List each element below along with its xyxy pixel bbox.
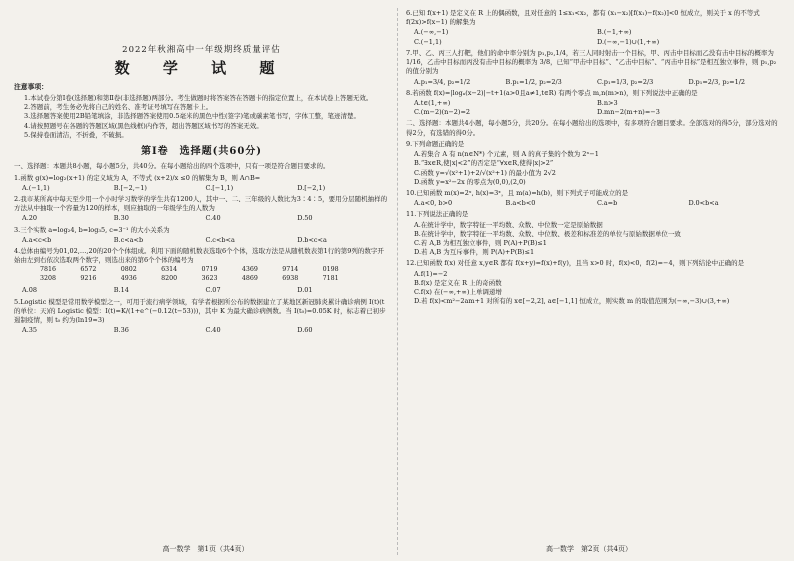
option-d: D.01: [297, 286, 313, 295]
question-1-options: [14, 184, 389, 193]
question-12-options: [406, 270, 780, 307]
question-5: 5.Logistic 模型是常用数学模型之一，可用于流行病学领域，有学者根据所公布的数据建立了某地区新冠肺炎累计确诊病例 I(t)(t 的单位：天)的 Logistic 模型：I(t)=K/(1+e^(−0.12(t−53)))，其中 K 为最大确诊病例数。当 I(t₀)=0.05K 时，标志着已初步遏制疫情，则 t₀ 约为(ln19≈3): [14, 297, 386, 324]
section-2-intro: 二、选择题：本题共4小题，每小题5分，共20分。在每小题给出的选项中，有多项符合题目要求。全部选对的得5分，部分选对的得2分，有选错的得0分。: [406, 119, 778, 137]
option-a: A.p₁=3/4, p₂=1/2: [414, 77, 471, 86]
question-4: 4.总体由编号为01,02,…,20的20个个体组成。利用下面的随机数表选取6个个体，选取方法是从随机数表第1行的第9列的数字开始由左到右依次选取两个数字，则选出来的第6个个体的编号为: [14, 247, 384, 265]
option-b: B.p₁=1/2, p₂=2/3: [505, 77, 562, 86]
question-7: 7.甲、乙、丙三人打靶，他们的命中率分别为 p₁,p₂,1/4，若三人同时射击一个目标，甲、丙击中目标而乙没有击中目标的概率为 1/16，乙击中目标而丙没有击中目标的概率为 3/8，已知“甲击中目标”、“乙击中目标”、“丙击中目标”是相互独立事件，则 p₁,p₂ 的值分别为: [406, 48, 777, 76]
option-c: C.p₁=1/3, p₂=2/3: [597, 77, 654, 86]
option-a: A.35: [22, 326, 38, 335]
question-12: 12.已知函数 f(x) 对任意 x,y∈R 都有 f(x+y)=f(x)+f(y)，且当 x>0 时，f(x)<0，f(2)=−4，则下列结论中正确的是: [406, 259, 745, 268]
question-5-options: [14, 326, 389, 335]
question-3-options: [14, 236, 389, 245]
question-4-options: [14, 286, 389, 295]
question-11: 11.下列说法正确的是: [406, 210, 469, 219]
random-number-cell: 6572: [80, 266, 97, 274]
option-a: A.a<0, b>0: [414, 199, 453, 208]
random-number-cell: 3623: [201, 275, 218, 283]
question-6-options: [406, 28, 780, 46]
option-b: B.c<a<b: [113, 235, 144, 244]
note-item: 3.选择题答案使用2B铅笔填涂，非选择题答案使用0.5毫米的黑色中性(签字)笔或碳素笔书写，字体工整，笔迹清楚。: [24, 112, 361, 121]
option-d: D.若 A,B 为互斥事件，则 P(A)+P(B)≤1: [414, 248, 535, 257]
notes-heading: 注意事项：: [14, 83, 48, 92]
option-b: B.f(x) 是定义在 R 上的奇函数: [414, 278, 502, 287]
exam-subject: 数 学 试 题: [114, 59, 289, 78]
option-b: B.a<b<0: [505, 199, 536, 208]
option-a: A.若集合 A 有 n(n∈N*) 个元素，则 A 的真子集的个数为 2ⁿ−1: [414, 150, 599, 159]
option-c: C.函数 y=√(x²+1)+2/√(x²+1) 的最小值为 2√2: [414, 168, 556, 177]
note-item: 2.答题前，考生务必先将自己的姓名、准考证号填写在答题卡上。: [24, 103, 213, 112]
random-number-cell: 3208: [40, 275, 57, 283]
random-number-cell: 9216: [80, 275, 97, 283]
option-a: A.t∈(1,+∞): [414, 98, 451, 107]
question-8-options: [406, 99, 780, 117]
option-c: C.c<b<a: [205, 235, 235, 244]
question-2: 2.我市某所高中每天至少用一个小时学习数学的学生共有1200人，其中一、二、三年级的人数比为3∶4∶5，要用分层随机抽样的方法从中抽取一个容量为120的样本，则应抽取的一年级学生的人数为: [14, 194, 388, 213]
page-1: [14, 8, 397, 555]
random-number-cell: 6314: [161, 266, 178, 274]
question-8: 8.若函数 f(x)=|logₐ(x−2)|−t+1(a>0且a≠1,t∈R) 有两个零点 m,n(m>n)，则下列说法中正确的是: [406, 88, 698, 97]
page-footer: 高一数学 第2页（共4页）: [546, 545, 632, 554]
option-a: A.(−∞,−1): [414, 28, 449, 37]
option-d: D.若 f(x)<m²−2am+1 对所有的 x∈[−2,2], a∈[−1,1] 恒成立，则实数 m 的取值范围为(−∞,−3)∪(3,+∞): [414, 297, 730, 306]
random-number-cell: 0198: [322, 266, 339, 274]
option-a: A.20: [22, 214, 38, 223]
option-b: B.36: [113, 326, 129, 335]
option-d: D.b<c<a: [297, 235, 327, 244]
option-b: B.[−2,−1): [113, 183, 147, 192]
exam-title: 2022年秋湘高中一年级期终质量评估: [122, 45, 281, 55]
random-number-cell: 7816: [40, 266, 57, 274]
option-c: C.(−1,1): [414, 37, 442, 46]
question-11-options: [406, 221, 780, 258]
note-item: 4.请按照题号在各题的答题区域(黑色线框)内作答，超出答题区域书写的答案无效。: [24, 121, 263, 130]
option-b: B.在统计学中，数字特征一平均数、众数、中位数、极差和标准差的单位与原始数据单位一致: [414, 229, 681, 238]
option-a: A.08: [22, 286, 38, 295]
option-a: A.f(1)=−2: [414, 269, 448, 278]
option-c: C.若 A,B 为相互独立事件，则 P(A)+P(B)≤1: [414, 239, 547, 248]
option-b: B.14: [113, 286, 129, 295]
random-number-cell: 6938: [282, 275, 299, 283]
part-heading: 第Ⅰ卷 选择题(共60分): [140, 146, 263, 158]
option-d: D.(−∞,−1)∪(1,+∞): [597, 37, 660, 46]
option-d: D.mn−2(m+n)=−3: [597, 108, 660, 117]
random-number-cell: 0802: [120, 266, 137, 274]
note-item: 5.保持卷面清洁，不折叠，不破损。: [24, 130, 128, 139]
option-b: B.30: [113, 214, 129, 223]
option-a: A.(−1,1): [22, 183, 50, 192]
option-d: D.p₁=2/3, p₂=1/2: [688, 77, 746, 86]
option-b: B.(−1,+∞): [597, 28, 632, 37]
option-c: C.07: [205, 286, 221, 295]
question-10-options: [406, 199, 780, 208]
option-d: D.50: [297, 214, 313, 223]
section-intro: 一、选择题：本题共8小题，每小题5分，共40分。在每小题给出的四个选项中，只有一项是符合题目要求的。: [14, 162, 330, 171]
random-number-cell: 0719: [201, 266, 218, 274]
question-6: 6.已知 f(x+1) 是定义在 R 上的偶函数，且对任意的 1≤x₁<x₂，都有 (x₁−x₂)[f(x₁)−f(x₂)]<0 恒成立，则关于 x 的不等式 f(2x)>f(x−1) 的解集为: [406, 9, 760, 27]
random-number-cell: 4936: [120, 275, 137, 283]
page-footer: 高一数学 第1页（共4页）: [162, 545, 249, 554]
option-a: A.a<c<b: [22, 235, 52, 244]
random-number-cell: 7181: [322, 275, 339, 283]
option-d: D.[−2,1): [297, 183, 326, 192]
question-9-options: [406, 150, 780, 187]
option-c: C.[−1,1): [205, 183, 234, 192]
page-2: [397, 8, 780, 555]
question-9: 9.下列命题正确的是: [406, 139, 465, 148]
option-d: D.函数 y=x²−2x 的零点为(0,0),(2,0): [414, 177, 526, 186]
option-c: C.40: [205, 214, 221, 223]
option-b: B.“∃x∈R,使|x|<2”的否定是“∀x∈R,使得|x|>2”: [414, 159, 554, 168]
random-number-cell: 4369: [241, 266, 258, 274]
option-c: C.a=b: [597, 199, 618, 208]
question-10: 10.已知函数 m(x)=2ˣ, h(x)=3ˣ，且 m(a)=h(b)，则下列式子可能成立的是: [406, 188, 629, 197]
option-d: D.60: [297, 326, 313, 335]
question-1: 1.函数 g(x)=log₂(x+1) 的定义域为 A，不等式 (x+2)/x ≤0 的解集为 B，则 A∩B=: [14, 173, 261, 182]
random-number-cell: 9714: [282, 266, 299, 274]
option-b: B.n>3: [597, 98, 618, 107]
option-c: C.(m−2)(n−2)=2: [414, 108, 471, 117]
note-item: 1.本试卷分第Ⅰ卷(选择题)和第Ⅱ卷(非选择题)两部分。考生做题时将答案答在答题卡的指定位置上，在本试卷上答题无效。: [24, 94, 373, 102]
question-3: 3.三个实数 a=log₂4, b=log₃5, c=3⁻¹ 的大小关系为: [14, 225, 170, 234]
option-d: D.0<b<a: [688, 199, 719, 208]
option-c: C.f(x) 在(−∞,+∞)上单调递增: [414, 288, 502, 297]
question-2-options: [14, 214, 389, 223]
random-number-cell: 4869: [241, 275, 258, 283]
question-7-options: [406, 78, 780, 87]
option-a: A.在统计学中，数字特征一平均数、众数、中位数一定是原始数据: [414, 220, 603, 229]
random-number-table: [14, 265, 389, 285]
option-c: C.40: [205, 326, 221, 335]
random-number-cell: 8200: [161, 275, 178, 283]
